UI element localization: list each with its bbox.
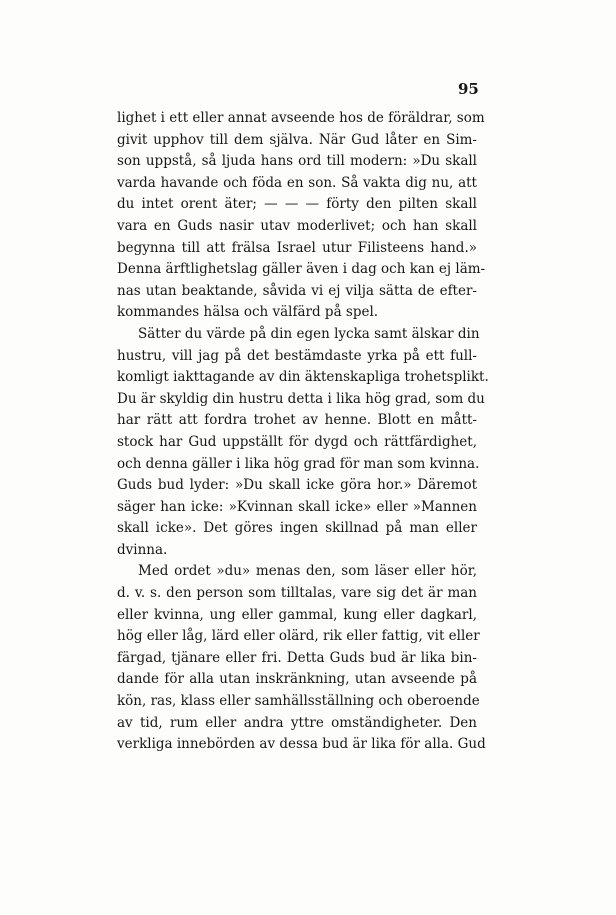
text-line: dande för alla utan inskränkning, utan avseende på <box>117 671 477 688</box>
text-line: hög eller låg, lärd eller olärd, rik eller fattig, vit eller <box>117 628 480 645</box>
text-line: och denna gäller i lika hög grad för man som kvinna. <box>117 455 480 472</box>
text-line: verkliga innebörden av dessa bud är lika för alla. Gud <box>117 736 486 753</box>
text-line: d. v. s. den person som tilltalas, vare sig det är man <box>117 585 477 602</box>
text-line: säger han icke: »Kvinnan skall icke» eller »Mannen <box>117 498 477 515</box>
text-line: varda havande och föda en son. Så vakta dig nu, att <box>117 174 477 191</box>
text-line: eller kvinna, ung eller gammal, kung eller dagkarl, <box>117 606 477 623</box>
text-line: lighet i ett eller annat avseende hos de föräldrar, som <box>117 110 485 126</box>
text-line: Denna ärftlighetslag gäller även i dag och kan ej läm- <box>117 261 486 278</box>
body-text <box>117 108 489 756</box>
text-line: Sätter du värde på din egen lycka samt älskar din <box>138 325 480 342</box>
text-line: kommandes hälsa och välfärd på spel. <box>117 304 379 321</box>
text-line: Med ordet »du» menas den, som läser eller hör, <box>138 563 477 580</box>
text-line: du intet orent äter; — — — förty den pilten skall <box>117 196 477 213</box>
text-line: komligt iakttagande av din äktenskapliga trohetsplikt. <box>117 369 489 386</box>
text-line: Du är skyldig din hustru detta i lika hög grad, som du <box>117 390 485 407</box>
text-line: begynna till att frälsa Israel utur Filisteens hand.» <box>117 239 477 256</box>
text-line: färgad, tjänare eller fri. Detta Guds bud är lika bin- <box>117 649 477 666</box>
text-line: stock har Gud uppställt för dygd och rättfärdighet, <box>117 433 477 450</box>
text-line: kön, ras, klass eller samhällsställning och oberoende <box>117 693 480 710</box>
text-line: av tid, rum eller andra yttre omständigheter. Den <box>117 714 477 731</box>
text-line: son uppstå, så ljuda hans ord till modern: »Du skall <box>117 153 477 170</box>
page-number: 95 <box>458 80 479 98</box>
text-line: skall icke». Det göres ingen skillnad på man eller <box>117 520 477 537</box>
text-line: vara en Guds nasir utav moderlivet; och han skall <box>117 217 477 234</box>
text-line: givit upphov till dem själva. När Gud låter en Sim- <box>117 131 477 148</box>
text-line: Guds bud lyder: »Du skall icke göra hor.» Däremot <box>117 477 477 494</box>
text-line: dvinna. <box>117 541 168 558</box>
text-line: hustru, vill jag på det bestämdaste yrka på ett full- <box>117 347 477 364</box>
text-line: har rätt att fordra trohet av henne. Blott en mått- <box>117 412 477 429</box>
text-line: nas utan beaktande, såvida vi ej vilja sätta de efter- <box>117 282 477 299</box>
